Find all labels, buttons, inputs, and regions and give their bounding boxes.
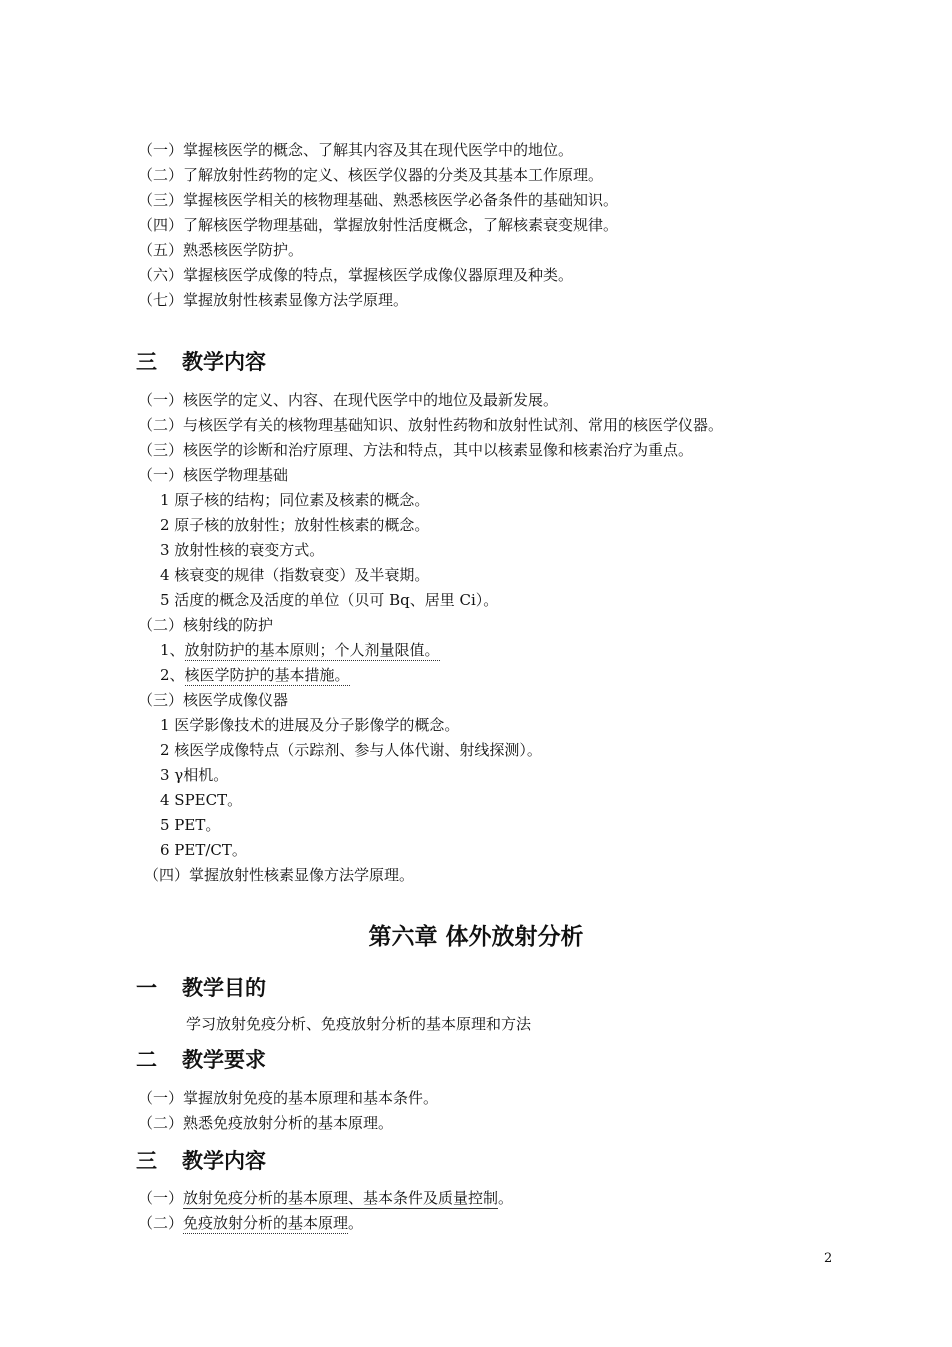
heading-number: 二 [136, 1048, 157, 1072]
content-subsection-1: （一）核医学物理基础 [138, 466, 289, 484]
purpose-text: 学习放射免疫分析、免疫放射分析的基本原理和方法 [186, 1015, 532, 1033]
chapter-title: 第六章 体外放射分析 [368, 924, 584, 950]
point-number: 2、 [160, 666, 185, 684]
content-point: 5 PET。 [160, 816, 221, 834]
heading-text: 教学内容 [182, 1149, 266, 1173]
section-heading-purpose [136, 974, 266, 1002]
content-point: 4 SPECT。 [160, 791, 243, 809]
heading-text: 教学内容 [182, 350, 266, 374]
underlined-text: 放射免疫分析的基本原理、基本条件及质量控制 [183, 1189, 499, 1207]
content-subsection-2: （二）核射线的防护 [138, 616, 274, 634]
section-heading-content [136, 348, 266, 376]
section-heading-requirements [136, 1046, 266, 1074]
ch6-content-item-1 [138, 1188, 513, 1208]
ch6-req-item-2: （二）熟悉免疫放射分析的基本原理。 [138, 1114, 394, 1132]
section-heading-content-ch6 [136, 1147, 266, 1175]
item-suffix: 。 [498, 1189, 514, 1207]
content-point: 3 放射性核的衰变方式。 [160, 541, 325, 559]
item-prefix: （二） [138, 1214, 184, 1232]
content-point [160, 640, 440, 660]
content-point: 2 核医学成像特点（示踪剂、参与人体代谢、射线探测）。 [160, 741, 542, 759]
content-point: 1 医学影像技术的进展及分子影像学的概念。 [160, 716, 460, 734]
page-number: 2 [824, 1251, 833, 1266]
req-item-6: （六）掌握核医学成像的特点，掌握核医学成像仪器原理及种类。 [138, 266, 574, 284]
heading-number: 三 [136, 1149, 157, 1173]
req-item-7: （七）掌握放射性核素显像方法学原理。 [138, 291, 409, 309]
heading-text: 教学目的 [182, 976, 266, 1000]
content-subsection-3: （三）核医学成像仪器 [138, 691, 289, 709]
underlined-text: 核医学防护的基本措施。 [184, 666, 350, 684]
req-item-4: （四）了解核医学物理基础，掌握放射性活度概念，了解核素衰变规律。 [138, 216, 619, 234]
content-point: 1 原子核的结构；同位素及核素的概念。 [160, 491, 430, 509]
point-number: 1、 [160, 641, 185, 659]
req-item-5: （五）熟悉核医学防护。 [138, 241, 304, 259]
content-point: 3 γ相机。 [160, 766, 229, 784]
req-item-3: （三）掌握核医学相关的核物理基础、熟悉核医学必备条件的基础知识。 [138, 191, 619, 209]
heading-text: 教学要求 [182, 1048, 266, 1072]
req-item-1: （一）掌握核医学的概念、了解其内容及其在现代医学中的地位。 [138, 141, 574, 159]
item-prefix: （一） [138, 1189, 184, 1207]
item-suffix: 。 [348, 1214, 364, 1232]
content-point [160, 665, 350, 685]
content-item-1: （一）核医学的定义、内容、在现代医学中的地位及最新发展。 [138, 391, 559, 409]
content-item-2: （二）与核医学有关的核物理基础知识、放射性药物和放射性试剂、常用的核医学仪器。 [138, 416, 724, 434]
ch6-content-item-2 [138, 1213, 363, 1233]
heading-number: 三 [136, 350, 157, 374]
ch6-req-item-1: （一）掌握放射免疫的基本原理和基本条件。 [138, 1089, 439, 1107]
req-item-2: （二）了解放射性药物的定义、核医学仪器的分类及其基本工作原理。 [138, 166, 604, 184]
content-point: 6 PET/CT。 [160, 841, 247, 859]
underlined-text: 放射防护的基本原则；个人剂量限值。 [184, 641, 440, 659]
content-point: 5 活度的概念及活度的单位（贝可 Bq、居里 Ci）。 [160, 591, 499, 609]
content-item-3: （三）核医学的诊断和治疗原理、方法和特点，其中以核素显像和核素治疗为重点。 [138, 441, 694, 459]
content-subsection-4: （四）掌握放射性核素显像方法学原理。 [144, 866, 415, 884]
heading-number: 一 [136, 976, 157, 1000]
content-point: 4 核衰变的规律（指数衰变）及半衰期。 [160, 566, 430, 584]
underlined-text: 免疫放射分析的基本原理 [183, 1214, 349, 1232]
content-point: 2 原子核的放射性；放射性核素的概念。 [160, 516, 430, 534]
